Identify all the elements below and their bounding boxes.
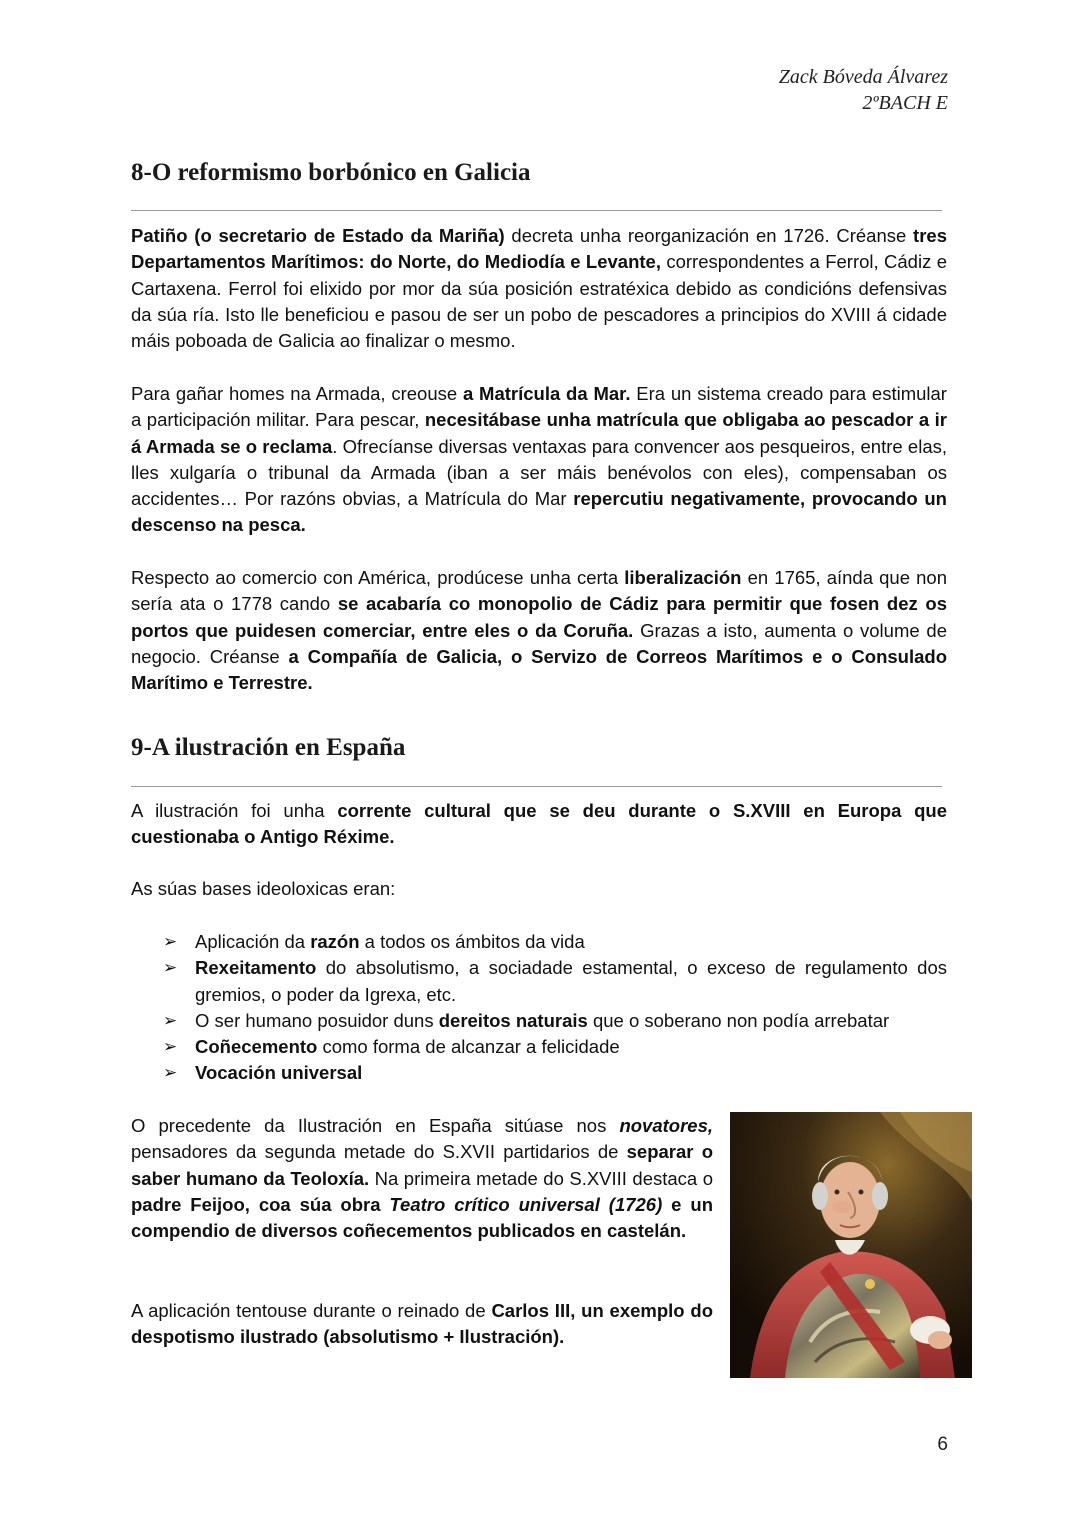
arrowhead-bullet-icon: ➢ [163,1037,178,1057]
page-header [779,64,948,116]
emphasis: corrente cultural que se deu durante o S.XVIII en Europa que cuestionaba o Antigo Réxime. [131,800,948,848]
page-number: 6 [937,1434,948,1455]
section-9-paragraph-4 [131,1298,713,1351]
section-9-paragraph-3 [131,1113,713,1244]
text: O ser humano posuidor duns [195,1009,439,1031]
text: O precedente da Ilustración en España sitúase nos [131,1115,620,1136]
text: Na primeira metade do S.XVIII destaca o [369,1167,713,1189]
emphasis: se acabaría co monopolio de Cádiz para permitir que fosen dez os portos que puidesen comerciar, entre eles o da Coruña. [131,593,947,641]
text: A aplicación tentouse durante o reinado de [131,1300,492,1321]
emphasis-italic: Teatro crítico universal (1726) [389,1193,663,1215]
arrowhead-bullet-icon: ➢ [163,1063,178,1083]
section-8-paragraph-3 [131,565,947,696]
text: en 1765, aínda que non sería ata o 1778 cando [131,567,947,615]
emphasis: e un compendio de diversos coñecementos publicados en castelán. [131,1193,713,1242]
section-9-title: 9-A ilustración en España [131,734,406,761]
class-label: 2ºBACH E [862,92,948,114]
emphasis: Coñecemento [195,1036,318,1058]
emphasis: tres Departamentos Marítimos: do Norte, do Mediodía e Levante, [131,225,947,273]
section-8-title: 8-O reformismo borbónico en Galicia [131,159,531,186]
section-8-paragraph-1 [131,223,947,354]
emphasis-italic: novatores, [619,1115,713,1136]
emphasis: repercutiu negativamente, provocando un descenso na pesca. [131,488,947,536]
text: Era un sistema creado para estimular a participación militar. Para pescar, [131,383,947,431]
emphasis: dereitos naturais [438,1009,588,1031]
text: Respecto ao comercio con América, prodúcese unha certa [131,567,625,588]
emphasis: liberalización [624,567,742,588]
list-item [163,1008,947,1034]
list-item [163,955,947,1008]
emphasis: Patiño (o secretario de Estado da Mariña) [131,225,505,246]
emphasis: a Compañía de Galicia, o Servizo de Correos Marítimos e o Consulado Marítimo e Terrestre. [131,645,947,694]
text: Aplicación da [195,931,311,952]
arrowhead-bullet-icon: ➢ [163,932,178,951]
section-8-divider [131,210,942,211]
list-item [163,1060,947,1086]
text: . Ofrecíanse diversas ventaxas para convencer aos pesqueiros, entre elas, lles xulgaría o tribunal da Armada (iban a ser máis benévolos con eles), compensaban os accidentes… Por razóns obvias, a Matrícula do Mar [131,435,947,510]
emphasis: Carlos III, un exemplo do despotismo ilustrado (absolutismo + Ilustración). [131,1300,713,1348]
emphasis: razón [310,931,360,952]
text: correspondentes a Ferrol, Cádiz e Cartaxena. Ferrol foi elixido por mor da súa posición estratéxica debido as condicións defensivas da súa ría. Isto lle beneficiou e pasou de ser un pobo de pescadores a principios do XVIII á cidade máis poboada de Galicia ao finalizar o mesmo. [131,251,947,352]
text: como forma de alcanzar a felicidade [317,1036,620,1058]
section-8-paragraph-2 [131,381,947,539]
emphasis: a Matrícula da Mar. [462,383,631,404]
text: A ilustración foi unha [131,800,338,821]
author-name: Zack Bóveda Álvarez [778,66,948,88]
text: do absolutismo, a sociadade estamental, o exceso de regulamento dos gremios, o poder da Igrexa, etc. [195,957,947,1005]
list-item [163,929,947,955]
list-item [163,1034,947,1060]
ideology-bullet-list [163,929,947,1087]
section-9-paragraph-1 [131,798,947,851]
emphasis: padre Feijoo, coa súa obra [131,1193,390,1215]
text: decreta unha reorganización en 1726. Créanse [504,225,914,246]
emphasis: necesitábase unha matrícula que obligaba ao pescador a ir á Armada se o reclama [131,409,947,457]
section-9-divider [131,786,942,787]
emphasis: separar o saber humano da Teoloxía. [131,1141,713,1189]
emphasis: Rexeitamento [195,957,317,979]
text: a todos os ámbitos da vida [359,931,585,952]
text: Grazas a isto, aumenta o volume de negocio. Créanse [131,619,947,667]
text: Para gañar homes na Armada, creouse [131,383,463,404]
text: pensadores da segunda metade do S.XVII partidarios de [131,1141,627,1163]
king-portrait-image [730,1112,972,1378]
arrowhead-bullet-icon: ➢ [163,958,178,978]
text: que o soberano non podía arrebatar [587,1009,890,1031]
emphasis: Vocación universal [195,1062,363,1084]
arrowhead-bullet-icon: ➢ [163,1010,178,1030]
section-9-paragraph-2: As súas bases ideoloxicas eran: [131,878,396,899]
